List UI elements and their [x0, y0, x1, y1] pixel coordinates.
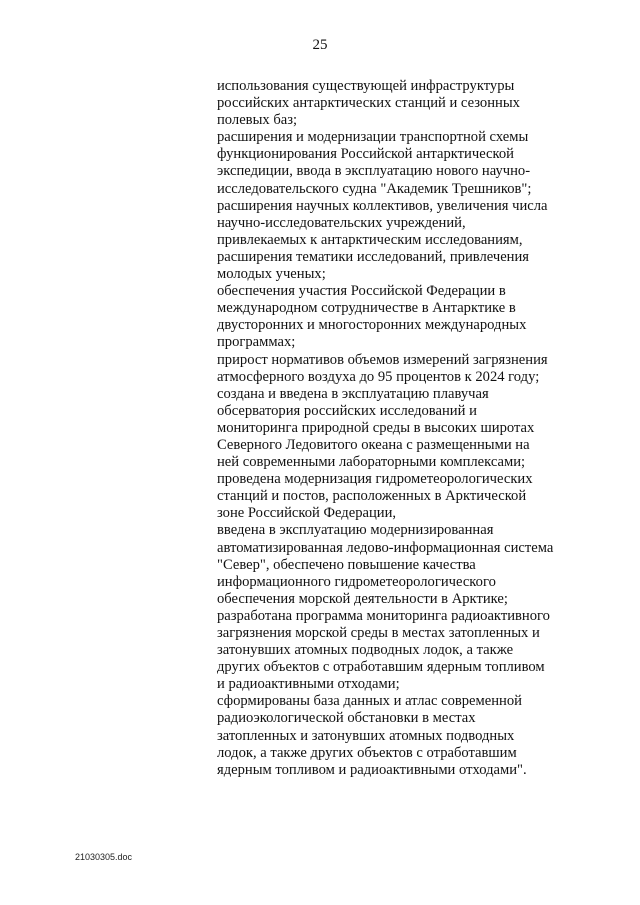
text-line: функционирования Российской антарктической: [217, 146, 514, 163]
body-text: [217, 78, 617, 779]
text-line: проведена модернизация гидрометеорологических: [217, 471, 533, 488]
text-line: ней современными лабораторными комплексами;: [217, 454, 526, 471]
text-line: расширения и модернизации транспортной схемы: [217, 129, 529, 146]
text-line: введена в эксплуатацию модернизированная: [217, 522, 494, 539]
text-line: сформированы база данных и атлас современной: [217, 693, 522, 710]
text-line: разработана программа мониторинга радиоактивного: [217, 607, 550, 624]
text-line: лодок, а также других объектов с отработавшим: [217, 744, 517, 761]
text-line: других объектов с отработавшим ядерным топливом: [217, 659, 545, 676]
text-line: научно-исследовательских учреждений,: [217, 214, 466, 231]
text-line: использования существующей инфраструктуры: [217, 78, 515, 94]
text-line: расширения научных коллективов, увеличения числа: [217, 197, 548, 214]
text-line: ядерным топливом и радиоактивными отходами".: [217, 761, 527, 778]
text-line: обеспечения участия Российской Федерации в: [217, 283, 506, 300]
text-line: расширения тематики исследований, привлечения: [217, 248, 529, 265]
text-line: мониторинга природной среды в высоких широтах: [217, 419, 535, 436]
text-line: прирост нормативов объемов измерений загрязнения: [217, 351, 548, 368]
text-line: "Север", обеспечено повышение качества: [217, 556, 476, 573]
text-line: информационного гидрометеорологического: [217, 573, 496, 590]
text-line: обеспечения морской деятельности в Арктике;: [217, 590, 508, 607]
text-line: двусторонних и многосторонних международных: [217, 317, 527, 334]
text-line: экспедиции, ввода в эксплуатацию нового научно-: [217, 163, 531, 180]
text-line: российских антарктических станций и сезонных: [217, 95, 520, 112]
text-line: международном сотрудничестве в Антарктике в: [217, 300, 516, 317]
text-line: загрязнения морской среды в местах затопленных и: [217, 625, 540, 641]
text-line: полевых баз;: [217, 112, 298, 129]
footer-filename: 21030305.doc: [75, 852, 133, 862]
page-number: 25: [312, 37, 328, 53]
text-line: и радиоактивными отходами;: [217, 676, 400, 693]
text-line: молодых ученых;: [217, 266, 326, 283]
text-line: станций и постов, расположенных в Арктической: [217, 488, 527, 505]
text-line: автоматизированная ледово-информационная система: [217, 539, 554, 556]
text-line: обсерватория российских исследований и: [217, 402, 477, 419]
text-line: атмосферного воздуха до 95 процентов к 2024 году;: [217, 368, 540, 385]
text-line: программах;: [217, 334, 296, 351]
text-line: привлекаемых к антарктическим исследованиям,: [217, 231, 523, 248]
text-line: зоне Российской Федерации,: [217, 505, 397, 522]
text-line: радиоэкологической обстановки в местах: [217, 710, 476, 727]
text-line: создана и введена в эксплуатацию плавучая: [217, 385, 489, 402]
text-line: затопленных и затонувших атомных подводных: [217, 727, 515, 744]
text-line: Северного Ледовитого океана с размещенными на: [217, 436, 530, 453]
text-line: затонувших атомных подводных лодок, а также: [217, 642, 514, 659]
text-line: исследовательского судна "Академик Трешников";: [217, 180, 532, 197]
